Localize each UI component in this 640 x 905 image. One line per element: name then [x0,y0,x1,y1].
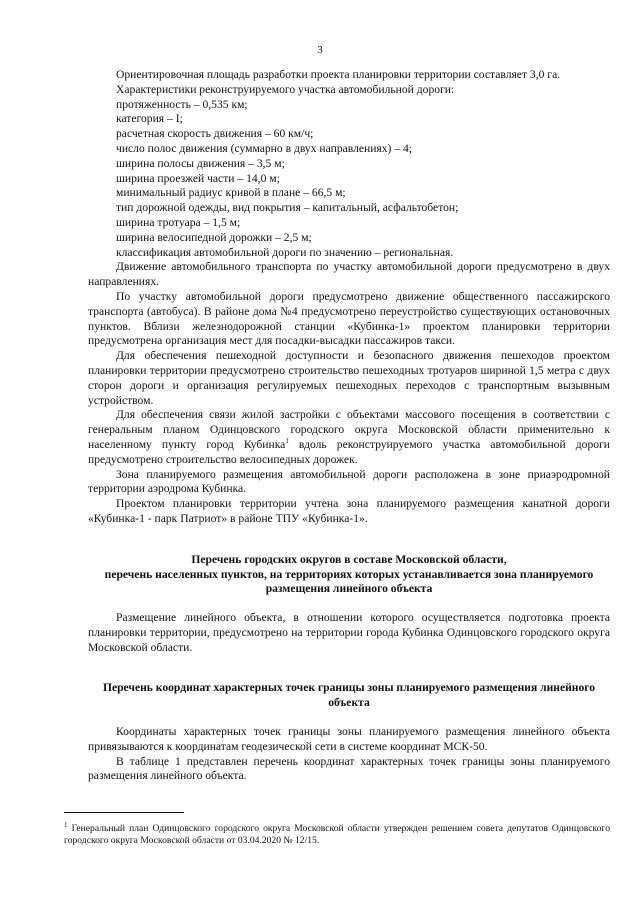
footnote [64,820,610,848]
paragraph-coordinates: Координаты характерных точек границы зоны планируемого размещения линейного объекта привязываются к координатам геодезической сети в системе координат МСК-50. [88,725,610,753]
paragraph-area: Ориентировочная площадь разработки проекта планировки территории составляет 3,0 га. [116,68,561,81]
paragraph-traffic: Движение автомобильного транспорта по участку автомобильной дороги предусмотрено в двух направлениях. [88,260,610,289]
footnote-number: 1 [64,820,68,829]
paragraph-placement: Размещение линейного объекта, в отношении которого осуществляется подготовка проекта планировки территории, предусмотрено на территории города Кубинка Одинцовского городского округа Московской области. [88,611,610,654]
paragraph-pedestrian: Для обеспечения пешеходной доступности и безопасного движения пешеходов проектом планировки территории предусмотрено строительство пешеходных тротуаров шириной 1,5 метра с двух сторон дороги и организация регулируемых пешеходных переходов с транспортным вызывным устройством. [88,349,610,407]
paragraph-cable-car: Проектом планировки территории учтена зона планируемого размещения канатной дороги «Кубинка-1 - парк Патриот» в районе ТПУ «Кубинка-1». [88,497,610,525]
char-item: классификация автомобильной дороги по значению – региональная. [116,245,454,259]
char-item: тип дорожной одежды, вид покрытия – капитальный, асфальтобетон; [116,201,459,215]
document-body [88,68,610,784]
footnote-text: Генеральный план Одинцовского городского округа Московской области утвержден решением совета депутатов Одинцовского городского округа Московской области от 03.04.2020 № 12/15. [64,823,610,847]
heading-line-1: Перечень городских округов в составе Московской области, [191,552,507,566]
paragraph-table-reference: В таблице 1 представлен перечень координат характерных точек границы зоны планируемого размещения линейного объекта. [88,754,610,783]
footnote-reference[interactable]: 1 [285,437,289,446]
footnote-divider [64,812,184,813]
char-item: расчетная скорость движения – 60 км/ч; [116,127,314,141]
char-item: ширина тротуара – 1,5 м; [116,215,241,229]
paragraph-bicycle-text: Для обеспечения связи жилой застройки с объектами массового посещения в соответствии с генеральным планом Одинцовского городского округа Московской области применительно к населенному пункту город Кубинка [88,408,610,451]
char-item: ширина полосы движения – 3,5 м; [116,156,285,170]
char-item: ширина велосипедной дорожки – 2,5 м; [116,230,312,244]
page-number: 3 [317,44,323,56]
section-heading-coordinates: Перечень координат характерных точек границы зоны планируемого размещения линейного объекта [102,681,596,710]
heading-line-2: перечень населенных пунктов, на территориях которых устанавливается зона планируемого размещения линейного объекта [104,567,594,596]
paragraph-public-transport: По участку автомобильной дороги предусмотрено движение общественного пассажирского транспорта (автобуса). В районе дома №4 предусмотрено переустройство существующих остановочных пунктов. Вблизи железнодорожной станции «Кубинка-1» проектом планировки территории предусмотрена организация мест для посадки-высадки пассажиров такси. [88,289,610,348]
char-item: минимальный радиус кривой в плане – 66,5 м; [116,186,346,200]
section-heading-districts [88,553,610,597]
char-item: категория – I; [116,112,183,126]
paragraph-bicycle [88,408,610,467]
characteristics-title: Характеристики реконструируемого участка автомобильной дороги: [116,82,455,96]
char-item: протяженность – 0,535 км; [116,97,248,111]
char-item: число полос движения (суммарно в двух направлениях) – 4; [116,141,413,155]
paragraph-airport-zone: Зона планируемого размещения автомобильной дороги расположена в зоне приаэродромной территории аэродрома Кубинка. [88,467,610,496]
paragraph-bicycle-text-end: вдоль реконструируемого участка автомобильной дороги предусмотрено строительство велосипедных дорожек. [88,437,610,466]
char-item: ширина проезжей части – 14,0 м; [116,171,280,185]
